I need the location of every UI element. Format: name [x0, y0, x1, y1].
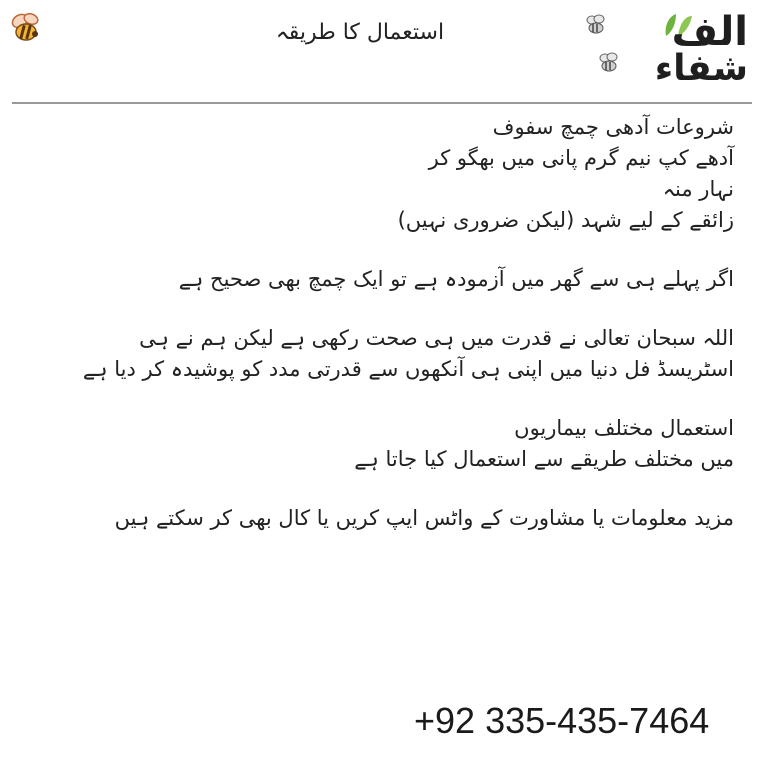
text-line: میں مختلف طریقے سے استعمال کیا جاتا ہے — [354, 447, 734, 471]
nature-note — [34, 323, 734, 385]
logo-text-bottom: شفاء — [654, 48, 748, 89]
page-title: استعمال کا طریقہ — [275, 20, 445, 45]
contact-note — [34, 503, 734, 534]
usage-instructions — [34, 112, 734, 534]
text-line: اگر پہلے ہی سے گھر میں آزمودہ ہے تو ایک چمچ بھی صحیح ہے — [178, 267, 734, 291]
dosage-block — [34, 112, 734, 236]
divider — [12, 102, 752, 104]
small-bee-icon — [597, 52, 621, 74]
spacer — [34, 475, 734, 503]
small-bee-icon — [584, 14, 608, 36]
text-line: اللہ سبحان تعالی نے قدرت میں ہی صحت رکھی ہے لیکن ہم نے ہی — [139, 326, 734, 350]
text-line: اسٹریسڈ فل دنیا میں اپنی ہی آنکھوں سے قدرتی مدد کو پوشیدہ کر دیا ہے — [82, 357, 734, 381]
text-line: استعمال مختلف بیماریوں — [514, 416, 734, 440]
spacer — [34, 385, 734, 413]
text-line: زائقے کے لیے شہد (لیکن ضروری نہیں) — [397, 208, 734, 232]
text-line: آدھے کپ نیم گرم پانی میں بھگو کر — [428, 146, 734, 170]
text-line: مزید معلومات یا مشاورت کے واٹس ایپ کریں یا کال بھی کر سکتے ہیں — [114, 506, 734, 530]
experienced-note — [34, 264, 734, 295]
brand-logo — [648, 8, 758, 94]
bee-icon — [8, 10, 44, 46]
phone-number[interactable]: +92 335-435-7464 — [414, 700, 710, 741]
text-line: نہار منہ — [662, 177, 734, 201]
spacer — [34, 295, 734, 323]
spacer — [34, 236, 734, 264]
header — [0, 0, 768, 105]
text-line: شروعات آدھی چمچ سفوف — [492, 115, 734, 139]
diseases-note — [34, 413, 734, 475]
logo-text-top: الف — [671, 9, 748, 55]
